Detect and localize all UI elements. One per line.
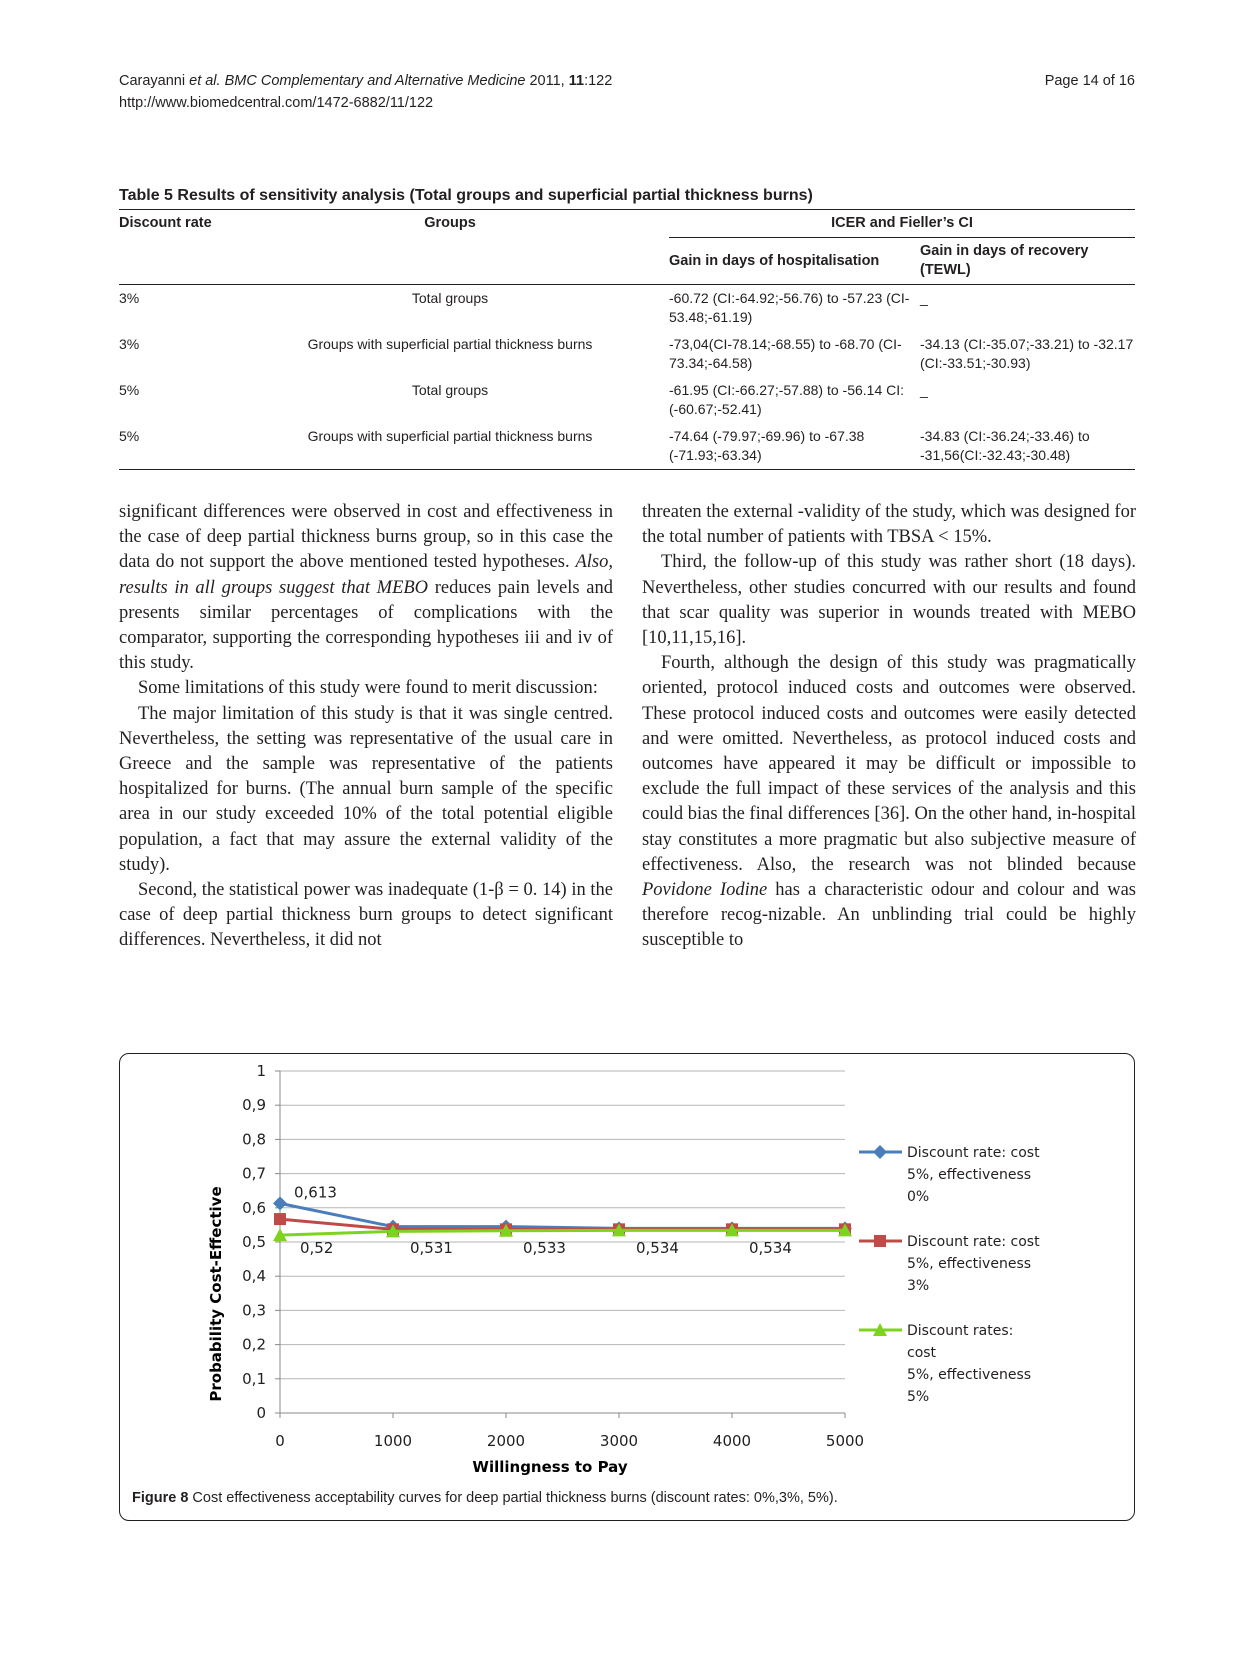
paragraph: significant differences were observed in cost and effectiveness in the case of deep partial thickness burns group, so in this case the data do not support the above mentioned tested hypotheses. Also, results in all groups suggest that MEBO reduces pain levels and presents similar percentages of complications with the comparator, supporting the corresponding hypotheses iii and iv of this study.	[119, 502, 613, 674]
legend-label: 5%, effectiveness	[907, 1167, 1032, 1183]
x-axis-label: Willingness to Pay	[472, 1458, 628, 1476]
data-label: 0,534	[636, 1239, 679, 1257]
x-tick-label: 4000	[712, 1432, 752, 1450]
data-label: 0,613	[294, 1183, 337, 1202]
legend-label: 3%	[907, 1278, 930, 1294]
data-point	[874, 1235, 886, 1247]
legend-label: Discount rate: cost	[907, 1234, 1040, 1250]
y-tick-label: 0,6	[242, 1198, 266, 1217]
y-tick-label: 0	[256, 1404, 266, 1422]
body-column-left	[119, 500, 613, 954]
y-tick-label: 0,2	[242, 1335, 266, 1354]
y-tick-label: 0,5	[242, 1233, 266, 1251]
page-number: Page 14 of 16	[1044, 73, 1135, 89]
data-point	[873, 1145, 887, 1159]
series-line	[280, 1203, 845, 1228]
x-tick-label: 5000	[825, 1432, 865, 1450]
data-point	[274, 1213, 286, 1225]
y-tick-label: 1	[256, 1062, 266, 1080]
legend-label: cost	[907, 1345, 937, 1361]
y-tick-label: 0,8	[242, 1130, 266, 1149]
y-tick-label: 0,4	[242, 1267, 266, 1286]
y-tick-label: 0,9	[242, 1096, 266, 1115]
body-column-right	[642, 500, 1136, 954]
paragraph: Second, the statistical power was inadequate (1-β = 0. 14) in the case of deep partial thickness burn groups to detect significant differences. Nevertheless, it did not	[119, 880, 613, 951]
data-label: 0,534	[749, 1239, 792, 1257]
header-groups: Groups	[424, 215, 476, 232]
legend-label: 5%, effectiveness	[907, 1256, 1032, 1272]
x-tick-label: 3000	[599, 1432, 639, 1450]
series-line	[280, 1230, 845, 1235]
header-icer: ICER and Fieller’s CI	[669, 210, 1135, 238]
legend-label: 5%, effectiveness	[907, 1367, 1032, 1383]
y-tick-label: 0,3	[242, 1301, 266, 1320]
figure-caption: Figure 8 Cost effectiveness acceptability curves for deep partial thickness burns (discount rates: 0%,3%, 5%).	[132, 1490, 838, 1506]
paragraph: Fourth, although the design of this study was pragmatically oriented, protocol induced costs and outcomes were observed. These protocol induced costs and outcomes were easily detected and were omitted. Nevertheless, as protocol induced costs and outcomes have appeared it may be difficult or impossible to exclude the full impact of these services of the analysis and this could bias the final differences [36]. On the other hand, in-hospital stay constitutes a more pragmatic but also subjective measure of effectiveness. Also, the research was not blinded because Povidone Iodine has a characteristic odour and colour and was therefore recog-nizable. An unblinding trial could be highly susceptible to	[642, 653, 1136, 951]
paragraph: The major limitation of this study is that it was single centred. Nevertheless, the setting was representative of the usual care in Greece and the sample was representative of the patients hospitalized for burns. (The annual burn sample of the specific area in our study exceeded 10% of the total potential eligible population, a fact that may assure the external validity of the study).	[119, 703, 613, 875]
table-row: 5% Total groups -61.95 (CI:-66.27;-57.88) to -56.14 CI: (-60.67;-52.41) _	[119, 382, 928, 417]
article-url[interactable]: http://www.biomedcentral.com/1472-6882/11/122	[119, 95, 434, 111]
legend-label: Discount rates:	[907, 1323, 1014, 1339]
header-discount-rate: Discount rate	[119, 215, 212, 232]
table-row: 3% Groups with superficial partial thickness burns -73,04(CI-78.14;-68.55) to -68.70 (CI-73.34;-64.58) -34.13 (CI:-35.07;-33.21) to -32.17 (CI:-33.51;-30.93)	[119, 336, 1134, 371]
header-recovery: Gain in days of recovery (TEWL)	[920, 243, 1089, 278]
x-tick-label: 2000	[486, 1432, 526, 1450]
running-header	[119, 70, 612, 114]
figure-box	[119, 1053, 1135, 1521]
data-label: 0,531	[410, 1239, 453, 1257]
header-hospitalisation: Gain in days of hospitalisation	[669, 252, 880, 269]
data-label: 0,533	[523, 1239, 566, 1257]
citation: Carayanni et al. BMC Complementary and Alternative Medicine 2011, 11:122	[119, 73, 613, 89]
data-label: 0,52	[300, 1239, 334, 1257]
paragraph: Third, the follow-up of this study was rather short (18 days). Nevertheless, other studies concurred with our results and found that scar quality was superior in wounds treated with MEBO [10,11,15,16].	[642, 552, 1136, 649]
y-tick-label: 0,1	[242, 1369, 266, 1388]
legend-label: 0%	[907, 1189, 930, 1205]
ceac-chart	[120, 1054, 1134, 1484]
table-row: 5% Groups with superficial partial thickness burns -74.64 (-79.97;-69.96) to -67.38 (-71.93;-63.34) -34.83 (CI:-36.24;-33.46) to -31,56(CI:-32.43;-30.48)	[119, 423, 1135, 470]
legend-label: Discount rate: cost	[907, 1145, 1040, 1161]
table-row: 3% Total groups -60.72 (CI:-64.92;-56.76) to -57.23 (CI-53.48;-61.19) _	[119, 290, 928, 325]
x-tick-label: 0	[275, 1432, 285, 1450]
results-table	[119, 209, 1135, 470]
y-axis-label: Probability Cost-Effective	[207, 1186, 225, 1402]
paragraph: Some limitations of this study were found to merit discussion:	[138, 678, 598, 699]
x-tick-label: 1000	[373, 1432, 413, 1450]
table-title: Table 5 Results of sensitivity analysis (Total groups and superficial partial thickness burns)	[119, 187, 813, 204]
y-tick-label: 0,7	[242, 1164, 266, 1183]
legend-label: 5%	[907, 1389, 930, 1405]
paragraph: threaten the external -validity of the study, which was designed for the total number of patients with TBSA < 15%.	[642, 502, 1136, 548]
